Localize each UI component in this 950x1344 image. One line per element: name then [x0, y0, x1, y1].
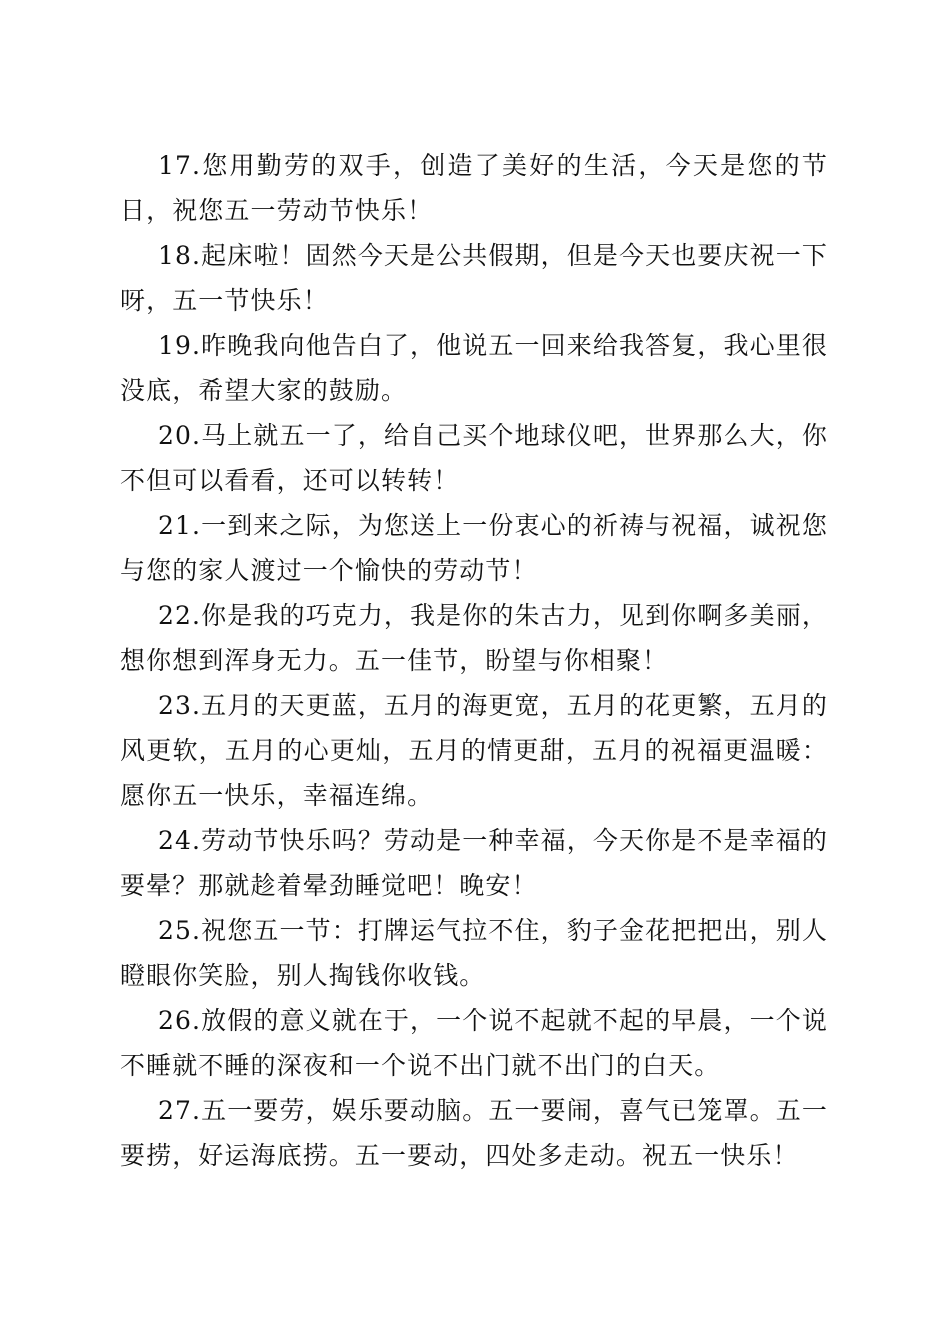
paragraph-26: 26.放假的意义就在于，一个说不起就不起的早晨，一个说不睡就不睡的深夜和一个说不出门就不出门的白天。	[120, 1006, 828, 1080]
paragraph-23: 23.五月的天更蓝，五月的海更宽，五月的花更繁，五月的风更软，五月的心更灿，五月的情更甜，五月的祝福更温暖：愿你五一快乐，幸福连绵。	[120, 691, 828, 810]
paragraph-19: 19.昨晚我向他告白了，他说五一回来给我答复，我心里很没底，希望大家的鼓励。	[120, 331, 828, 405]
paragraph-17: 17.您用勤劳的双手，创造了美好的生活，今天是您的节日，祝您五一劳动节快乐！	[120, 151, 828, 225]
paragraph-20: 20.马上就五一了，给自己买个地球仪吧，世界那么大，你不但可以看看，还可以转转！	[120, 421, 828, 495]
paragraph-18: 18.起床啦！固然今天是公共假期，但是今天也要庆祝一下呀，五一节快乐！	[120, 241, 828, 315]
document-body	[120, 143, 828, 1178]
paragraph-22: 22.你是我的巧克力，我是你的朱古力，见到你啊多美丽，想你想到浑身无力。五一佳节，盼望与你相聚！	[120, 601, 828, 675]
paragraph-21: 21.一到来之际，为您送上一份衷心的祈祷与祝福，诚祝您与您的家人渡过一个愉快的劳动节！	[120, 511, 828, 585]
paragraph-25: 25.祝您五一节：打牌运气拉不住，豹子金花把把出，别人瞪眼你笑脸，别人掏钱你收钱。	[120, 916, 828, 990]
paragraph-24: 24.劳动节快乐吗？劳动是一种幸福，今天你是不是幸福的要晕？那就趁着晕劲睡觉吧！晚安！	[120, 826, 828, 900]
paragraph-27: 27.五一要劳，娱乐要动脑。五一要闹，喜气已笼罩。五一要捞，好运海底捞。五一要动，四处多走动。祝五一快乐！	[120, 1096, 828, 1170]
